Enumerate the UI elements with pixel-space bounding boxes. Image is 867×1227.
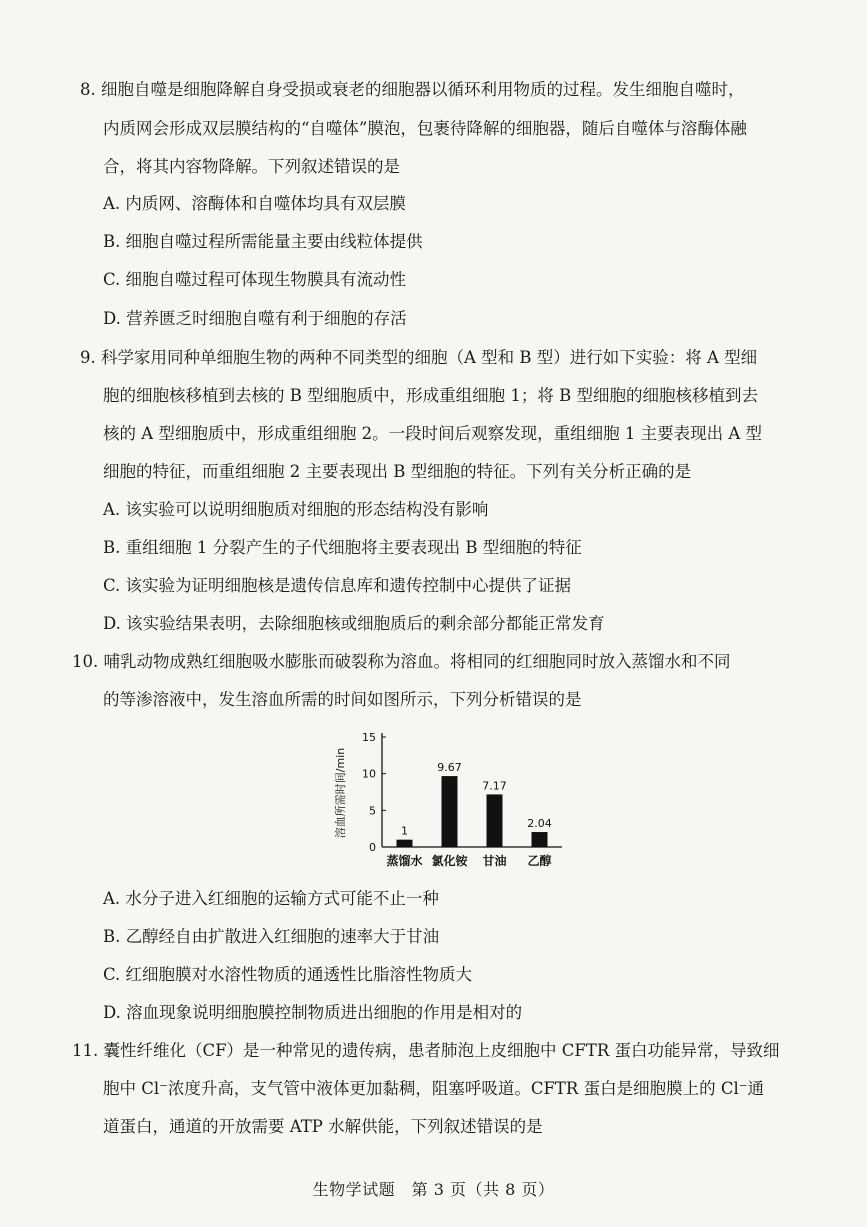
chart-bar: [487, 794, 503, 847]
chart-value-label: 9.67: [437, 761, 462, 775]
y-tick-label: 0: [369, 841, 376, 854]
q8-stem-line-1: 8. 细胞自噬是细胞降解自身受损或衰老的细胞器以循环利用物质的过程。发生细胞自噬时，: [80, 80, 745, 99]
chart-value-label: 2.04: [527, 817, 552, 831]
chart-category-label: 氯化铵: [431, 854, 468, 868]
page-footer: 生物学试题 第 3 页（共 8 页）: [312, 1180, 555, 1199]
chart-bar: [397, 840, 413, 847]
chart-bars: [397, 776, 548, 847]
q11-stem-line-2: 胞中 Cl⁻浓度升高，支气管中液体更加黏稠，阻塞呼吸道。CFTR 蛋白是细胞膜上的 Cl⁻通: [103, 1079, 764, 1098]
q11-stem-line-1: 11. 囊性纤维化（CF）是一种常见的遗传病，患者肺泡上皮细胞中 CFTR 蛋白功能异常，导致细: [72, 1041, 780, 1060]
chart-value-label: 1: [401, 824, 408, 838]
q8-option-d: D. 营养匮乏时细胞自噬有利于细胞的存活: [103, 309, 407, 328]
chart-category-label: 乙醇: [527, 854, 552, 868]
chart-ylabel: 溶血所需时间/min: [334, 747, 347, 839]
hemolysis-time-chart: [330, 725, 570, 875]
q9-option-d: D. 该实验结果表明，去除细胞核或细胞质后的剩余部分都能正常发育: [103, 614, 605, 633]
q9-option-c: C. 该实验为证明细胞核是遗传信息库和遗传控制中心提供了证据: [103, 576, 572, 595]
q10-option-d: D. 溶血现象说明细胞膜控制物质进出细胞的作用是相对的: [103, 1003, 523, 1022]
q10-option-a: A. 水分子进入红细胞的运输方式可能不止一种: [103, 889, 439, 908]
q9-option-a: A. 该实验可以说明细胞质对细胞的形态结构没有影响: [103, 500, 489, 519]
chart-category-label: 蒸馏水: [386, 854, 423, 868]
q11-stem-line-3: 道蛋白，通道的开放需要 ATP 水解供能，下列叙述错误的是: [103, 1117, 543, 1136]
q9-stem-line-1: 9. 科学家用同种单细胞生物的两种不同类型的细胞（A 型和 B 型）进行如下实验：将 A 型细: [80, 348, 758, 367]
chart-value-label: 7.17: [482, 779, 507, 793]
q8-option-a: A. 内质网、溶酶体和自噬体均具有双层膜: [103, 194, 406, 213]
q9-stem-line-3: 核的 A 型细胞质中，形成重组细胞 2。一段时间后观察发现，重组细胞 1 主要表现出 A 型: [103, 424, 763, 443]
q8-stem-line-3: 合，将其内容物降解。下列叙述错误的是: [103, 157, 400, 176]
q9-stem-line-4: 细胞的特征，而重组细胞 2 主要表现出 B 型细胞的特征。下列有关分析正确的是: [103, 462, 692, 481]
chart-bar: [532, 832, 548, 847]
chart-bar: [442, 776, 458, 847]
q10-option-c: C. 红细胞膜对水溶性物质的通透性比脂溶性物质大: [103, 965, 473, 984]
chart-value-labels: [401, 761, 552, 838]
q9-option-b: B. 重组细胞 1 分裂产生的子代细胞将主要表现出 B 型细胞的特征: [103, 538, 582, 557]
chart-svg: [330, 725, 570, 875]
q8-stem-line-2: 内质网会形成双层膜结构的“自噬体”膜泡，包裹待降解的细胞器，随后自噬体与溶酶体融: [103, 119, 747, 138]
y-tick-label: 5: [369, 804, 376, 818]
q9-stem-line-2: 胞的细胞核移植到去核的 B 型细胞质中，形成重组细胞 1；将 B 型细胞的细胞核移植到去: [103, 386, 758, 405]
q10-stem-line-2: 的等渗溶液中，发生溶血所需的时间如图所示，下列分析错误的是: [103, 690, 582, 709]
y-tick-label: 15: [362, 731, 376, 744]
chart-category-label: 甘油: [482, 854, 507, 868]
q8-option-c: C. 细胞自噬过程可体现生物膜具有流动性: [103, 270, 407, 289]
q10-stem-line-1: 10. 哺乳动物成熟红细胞吸水膨胀而破裂称为溶血。将相同的红细胞同时放入蒸馏水和不同: [72, 652, 731, 671]
y-tick-label: 10: [362, 767, 376, 781]
q8-option-b: B. 细胞自噬过程所需能量主要由线粒体提供: [103, 232, 423, 251]
q10-option-b: B. 乙醇经自由扩散进入红细胞的速率大于甘油: [103, 927, 440, 946]
chart-category-labels: [386, 853, 551, 868]
